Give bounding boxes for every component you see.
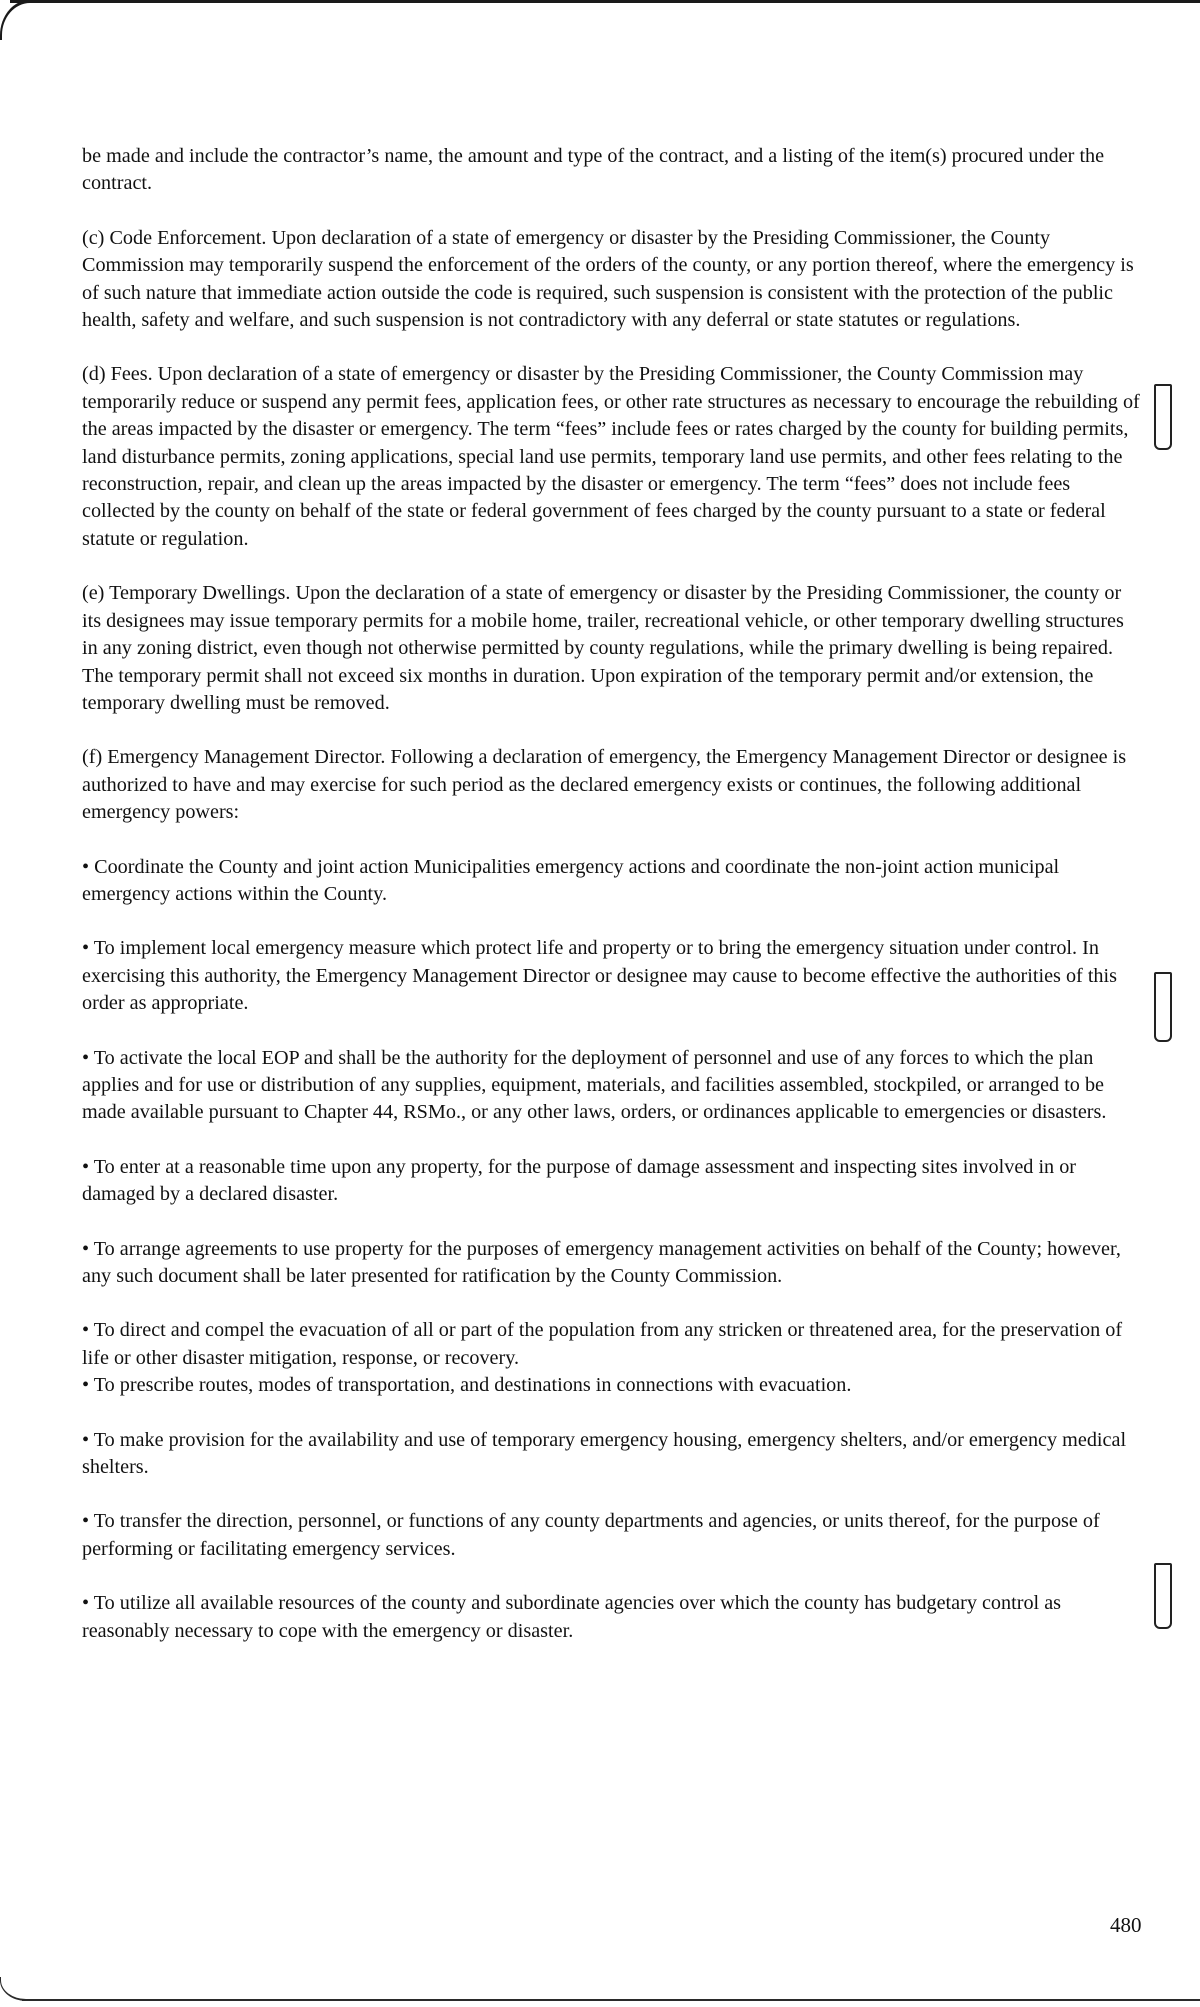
scan-edge-corner xyxy=(0,0,30,40)
bullet-implement: • To implement local emergency measure which protect life and property or to bring the emergency situation under control. In exercising this authority, the Emergency Management Director or designee may cause to become effective the authorities of this order as appropriate. xyxy=(82,937,1117,1015)
bullet-activate-eop: • To activate the local EOP and shall be the authority for the deployment of personnel and use of any forces to which the plan applies and for use or distribution of any supplies, equipment, materials, and facilities assembled, stockpiled, or arranged to be made available pursuant to Chapter 44, RSMo., or any other laws, orders, or ordinances applicable to emergencies or disasters. xyxy=(82,1046,1107,1124)
bullet-resources: • To utilize all available resources of the county and subordinate agencies over which the county has budgetary control as reasonably necessary to cope with the emergency or disaster. xyxy=(82,1592,1062,1642)
page-number: 480 xyxy=(1110,1913,1142,1937)
paragraph-temporary-dwellings: (e) Temporary Dwellings. Upon the declaration of a state of emergency or disaster by the Presiding Commissioner, the county or its designees may issue temporary permits for a mobile home, trailer, recreational vehicle, or other temporary dwelling structures in any zoning district, even though not otherwise permitted by county regulations, while the primary dwelling is being repaired. The temporary permit shall not exceed six months in duration. Upon expiration of the temporary permit and/or extension, the temporary dwelling must be removed. xyxy=(82,582,1124,714)
paragraph-continuation: be made and include the contractor’s name, the amount and type of the contract, and a listing of the item(s) procured under the contract. xyxy=(82,145,1105,195)
margin-bracket-mark xyxy=(1154,972,1172,1042)
scan-edge-bottom xyxy=(22,1999,1200,2001)
bullet-arrange-agreements: • To arrange agreements to use property for the purposes of emergency management activities on behalf of the County; however, any such document shall be later presented for ratification by the County Commission. xyxy=(82,1237,1121,1287)
document-body xyxy=(82,143,1142,1672)
scan-edge-bottom-corner xyxy=(0,1977,26,2001)
bullet-evacuation: • To direct and compel the evacuation of all or part of the population from any stricken or threatened area, for the preservation of life or other disaster mitigation, response, or recovery. xyxy=(82,1319,1123,1369)
margin-bracket-mark xyxy=(1154,384,1172,450)
bullet-housing: • To make provision for the availability and use of temporary emergency housing, emergency shelters, and/or emergency medical shelters. xyxy=(82,1428,1127,1479)
bullet-routes: • To prescribe routes, modes of transportation, and destinations in connections with evacuation. xyxy=(82,1374,852,1397)
margin-bracket-mark xyxy=(1154,1563,1172,1629)
scan-edge-top xyxy=(10,0,1200,3)
paragraph-fees: (d) Fees. Upon declaration of a state of emergency or disaster by the Presiding Commissioner, the County Commission may temporarily reduce or suspend any permit fees, application fees, or other rate structures as necessary to encourage the rebuilding of the areas impacted by the disaster or emergency. The term “fees” include fees or rates charged by the county for building permits, land disturbance permits, zoning applications, special land use permits, temporary land use permits, and other fees relating to the reconstruction, repair, and clean up the areas impacted by the disaster or emergency. The term “fees” does not include fees collected by the county on behalf of the state or federal government of fees charged by the county pursuant to a state or federal statute or regulation. xyxy=(82,363,1140,550)
paragraph-emergency-management-director: (f) Emergency Management Director. Following a declaration of emergency, the Emergency Management Director or designee is authorized to have and may exercise for such period as the declared emergency exists or continues, the following additional emergency powers: xyxy=(82,746,1127,824)
bullet-transfer: • To transfer the direction, personnel, or functions of any county departments and agencies, or units thereof, for the purpose of performing or facilitating emergency services. xyxy=(82,1510,1100,1560)
bullet-coordinate: • Coordinate the County and joint action Municipalities emergency actions and coordinate the non-joint action municipal emergency actions within the County. xyxy=(82,855,1060,905)
paragraph-code-enforcement: (c) Code Enforcement. Upon declaration of a state of emergency or disaster by the Presiding Commissioner, the County Commission may temporarily suspend the enforcement of the orders of the county, or any portion thereof, where the emergency is of such nature that immediate action outside the code is required, such suspension is consistent with the protection of the public health, safety and welfare, and such suspension is not contradictory with any deferral or state statutes or regulations. xyxy=(82,226,1134,332)
bullet-enter-property: • To enter at a reasonable time upon any property, for the purpose of damage assessment and inspecting sites involved in or damaged by a declared disaster. xyxy=(82,1155,1077,1206)
